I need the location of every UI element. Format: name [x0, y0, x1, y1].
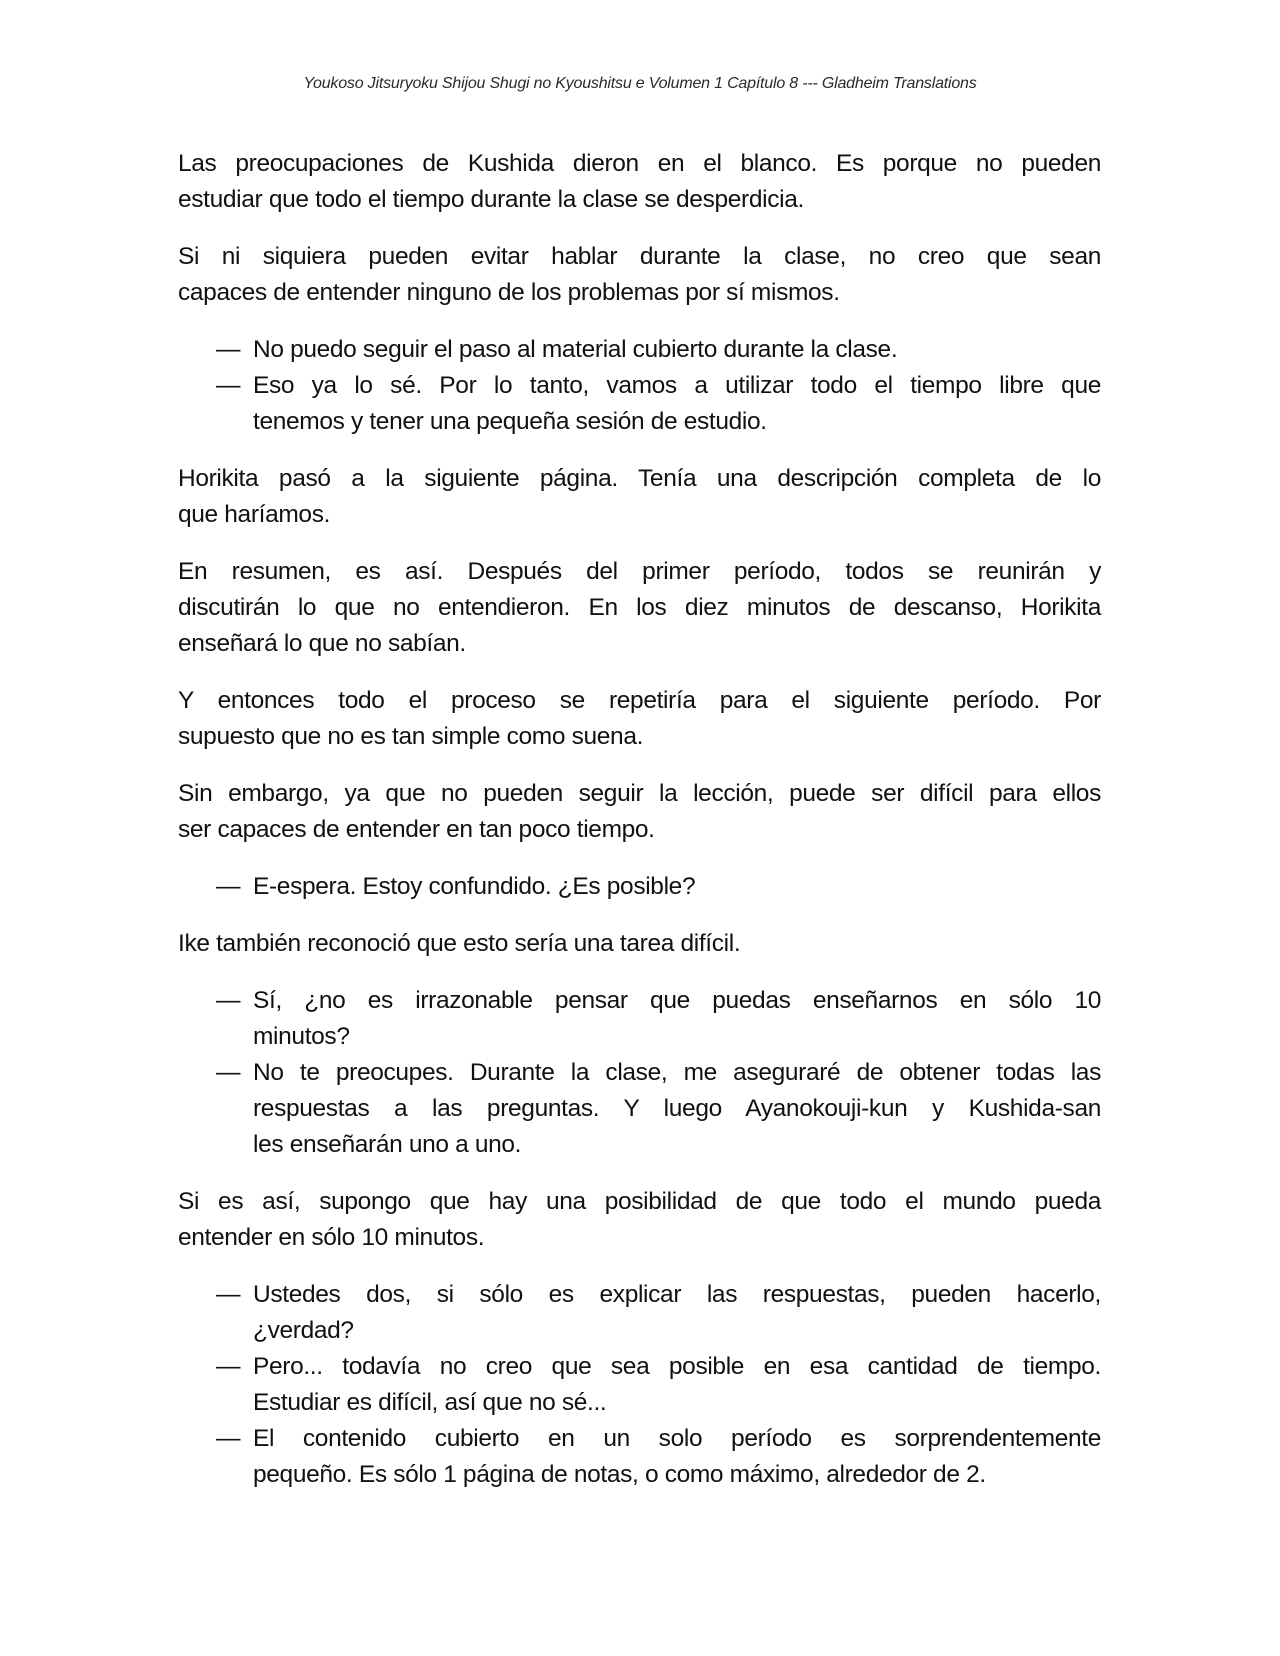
dialogue-line: [178, 332, 1101, 368]
text-line: pequeño. Es sólo 1 página de notas, o como máximo, alrededor de 2.: [253, 1461, 986, 1488]
text-line: discutirán lo que no entendieron. En los diez minutos de descanso, Horikita: [178, 594, 1101, 621]
text-line: Pero... todavía no creo que sea posible en esa cantidad de tiempo.: [253, 1353, 1101, 1380]
paragraph: [178, 683, 1101, 755]
dialogue-group: [178, 332, 1101, 440]
text-line: Eso ya lo sé. Por lo tanto, vamos a utilizar todo el tiempo libre que: [253, 372, 1101, 399]
em-dash: —: [216, 1425, 241, 1452]
text-line: supuesto que no es tan simple como suena.: [178, 723, 644, 750]
text-line: E-espera. Estoy confundido. ¿Es posible?: [253, 873, 696, 900]
dialogue-line: [178, 1277, 1101, 1349]
text-line: respuestas a las preguntas. Y luego Ayanokouji-kun y Kushida-san: [253, 1095, 1101, 1122]
document-body: [178, 146, 1101, 1514]
text-line: Sin embargo, ya que no pueden seguir la lección, puede ser difícil para ellos: [178, 780, 1101, 807]
text-line: estudiar que todo el tiempo durante la clase se desperdicia.: [178, 186, 804, 213]
dialogue-line: [178, 368, 1101, 440]
dialogue-line: [178, 1349, 1101, 1421]
em-dash: —: [216, 1281, 241, 1308]
em-dash: —: [216, 1059, 241, 1086]
dialogue-group: [178, 983, 1101, 1163]
text-line: Ike también reconoció que esto sería una tarea difícil.: [178, 930, 741, 957]
text-line: Sí, ¿no es irrazonable pensar que puedas enseñarnos en sólo 10: [253, 987, 1101, 1014]
dialogue-line: [178, 869, 1101, 905]
text-line: ¿verdad?: [253, 1317, 354, 1344]
text-line: No te preocupes. Durante la clase, me aseguraré de obtener todas las: [253, 1059, 1101, 1086]
text-line: Y entonces todo el proceso se repetiría para el siguiente período. Por: [178, 687, 1101, 714]
em-dash: —: [216, 873, 241, 900]
text-line: enseñará lo que no sabían.: [178, 630, 466, 657]
text-line: Las preocupaciones de Kushida dieron en el blanco. Es porque no pueden: [178, 150, 1101, 177]
text-line: que haríamos.: [178, 501, 331, 528]
text-line: Si es así, supongo que hay una posibilidad de que todo el mundo pueda: [178, 1188, 1101, 1215]
paragraph: [178, 1184, 1101, 1256]
em-dash: —: [216, 372, 241, 399]
text-line: Estudiar es difícil, así que no sé...: [253, 1389, 607, 1416]
em-dash: —: [216, 336, 241, 363]
text-line: Si ni siquiera pueden evitar hablar durante la clase, no creo que sean: [178, 243, 1101, 270]
dialogue-group: [178, 1277, 1101, 1493]
em-dash: —: [216, 987, 241, 1014]
paragraph: [178, 239, 1101, 311]
em-dash: —: [216, 1353, 241, 1380]
text-line: ser capaces de entender en tan poco tiempo.: [178, 816, 655, 843]
text-line: capaces de entender ninguno de los problemas por sí mismos.: [178, 279, 840, 306]
text-line: En resumen, es así. Después del primer período, todos se reunirán y: [178, 558, 1101, 585]
text-line: Ustedes dos, si sólo es explicar las respuestas, pueden hacerlo,: [253, 1281, 1101, 1308]
page-header: Youkoso Jitsuryoku Shijou Shugi no Kyoushitsu e Volumen 1 Capítulo 8 --- Gladheim Translations: [303, 75, 977, 92]
text-line: minutos?: [253, 1023, 350, 1050]
text-line: tenemos y tener una pequeña sesión de estudio.: [253, 408, 767, 435]
dialogue-line: [178, 983, 1101, 1055]
dialogue-line: [178, 1421, 1101, 1493]
text-line: les enseñarán uno a uno.: [253, 1131, 522, 1158]
text-line: El contenido cubierto en un solo período es sorprendentemente: [253, 1425, 1101, 1452]
dialogue-line: [178, 1055, 1101, 1163]
paragraph: [178, 776, 1101, 848]
paragraph: [178, 461, 1101, 533]
dialogue-group: [178, 869, 1101, 905]
paragraph: [178, 554, 1101, 662]
paragraph: [178, 926, 1101, 962]
text-line: No puedo seguir el paso al material cubierto durante la clase.: [253, 336, 898, 363]
text-line: entender en sólo 10 minutos.: [178, 1224, 485, 1251]
paragraph: [178, 146, 1101, 218]
text-line: Horikita pasó a la siguiente página. Tenía una descripción completa de lo: [178, 465, 1101, 492]
